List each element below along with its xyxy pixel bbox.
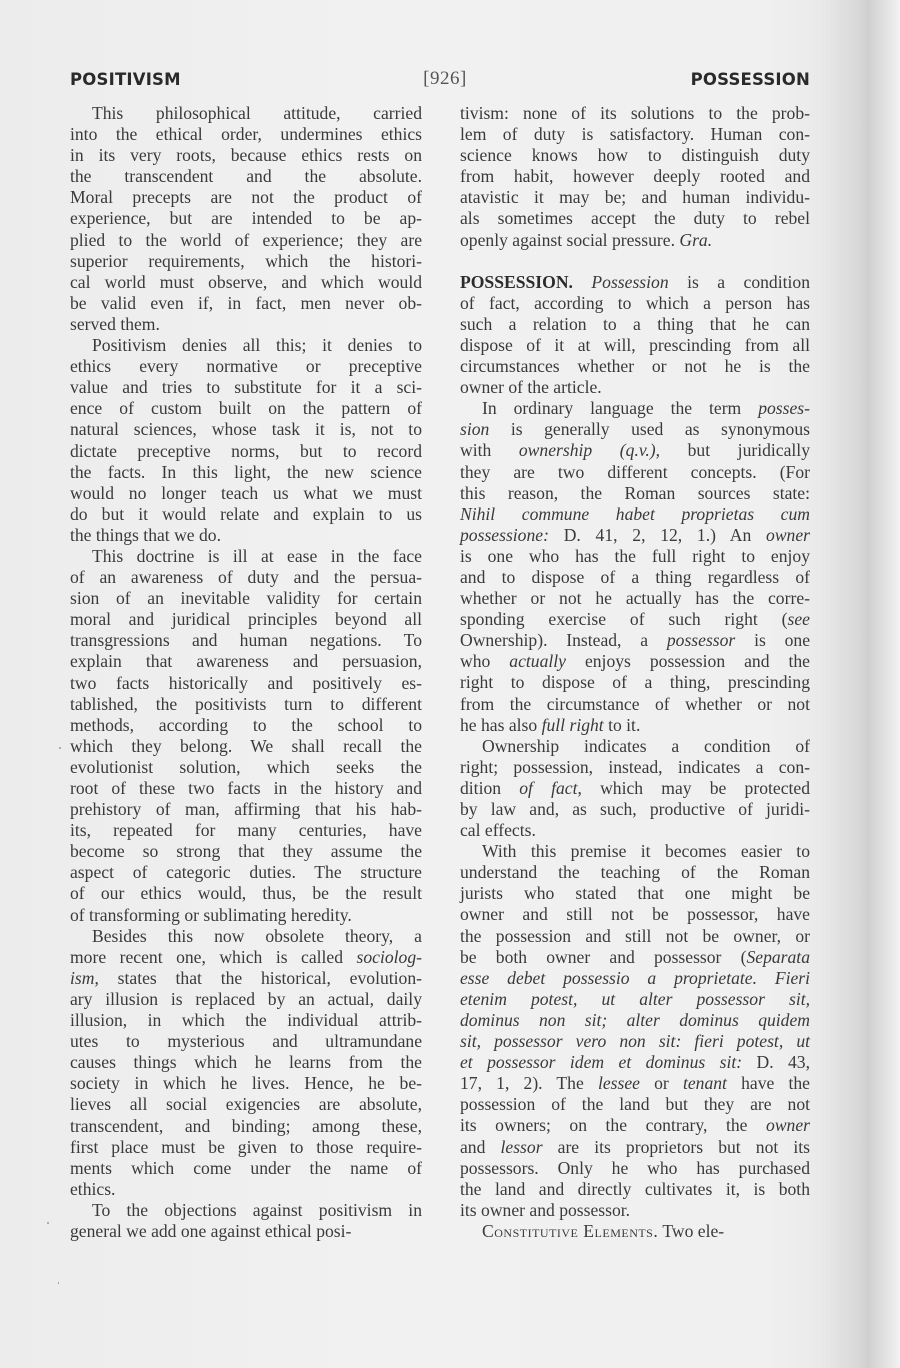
italic-text: owner: [766, 1115, 810, 1136]
paragraph: [460, 103, 810, 251]
text-line: become so strong that they assume the: [70, 841, 422, 862]
text-line: ments which come under the name of: [70, 1157, 422, 1178]
text-line: tablished, the positivists turn to different: [70, 693, 422, 714]
text-line: causes things which he learns from the: [70, 1052, 422, 1073]
text-line: atavistic it may be; and human individu-: [460, 187, 810, 208]
text-line: be both owner and possessor (Separata: [460, 946, 810, 967]
paragraph: [70, 926, 422, 1200]
italic-text: actually: [509, 651, 566, 672]
text-line: the land and directly cultivates it, is both: [460, 1178, 810, 1199]
paragraph: [70, 335, 422, 546]
paragraph: [70, 546, 422, 926]
text-line: first place must be given to those require-: [70, 1136, 422, 1157]
italic-text: posses-: [758, 398, 810, 419]
text-line: [460, 1031, 810, 1052]
text-line: society in which he lives. Hence, he be-: [70, 1073, 422, 1094]
italic-text: ism: [70, 967, 95, 988]
text-line: Constitutive Elements. Two ele-: [482, 1220, 725, 1241]
text-line: [460, 968, 810, 989]
italic-text: Separata: [746, 946, 810, 967]
italic-text: lessor: [500, 1136, 543, 1157]
text-line: be valid even if, in fact, men never ob-: [70, 292, 422, 313]
text-line: from habit, however deeply rooted and: [460, 166, 810, 187]
text-line: evolutionist solution, which seeks the: [70, 756, 422, 777]
text-line: and lessor are its proprietors but not its: [460, 1136, 810, 1157]
italic-text: lessee: [597, 1073, 640, 1094]
italic-text: sion: [460, 419, 490, 440]
text-line: ary illusion is replaced by an actual, daily: [70, 988, 422, 1009]
text-line: whether or not he actually has the corre-: [460, 588, 810, 609]
text-line: jurists who stated that one might be: [460, 883, 810, 904]
text-line: et possessor idem et dominus sit: D. 43,: [460, 1052, 810, 1073]
text-line: cal effects.: [460, 820, 536, 841]
text-line: POSSESSION. Possession is a condition: [460, 271, 810, 292]
text-line: root of these two facts in the history and: [70, 778, 422, 798]
text-line: the transcendent and the absolute.: [70, 166, 422, 187]
text-line: Moral precepts are not the product of: [70, 187, 422, 208]
text-line: [460, 989, 810, 1010]
text-line: of an awareness of duty and the persua-: [70, 567, 422, 588]
text-line: Positivism denies all this; it denies to: [92, 335, 422, 356]
italic-text: Gra.: [679, 229, 713, 250]
text-line: such a relation to a thing that he can: [460, 313, 810, 334]
italic-text: see: [787, 609, 810, 630]
paragraph: [460, 272, 810, 399]
text-line: lieves all social exigencies are absolute,: [70, 1094, 422, 1115]
text-line: In ordinary language the term posses-: [482, 398, 810, 419]
text-line: illusion, in which the individual attrib-: [70, 1010, 422, 1031]
text-line: prehistory of man, affirming that his hab-: [70, 799, 422, 820]
text-line: who actually enjoys possession and the: [460, 651, 810, 672]
text-line: the things that we do.: [70, 524, 221, 545]
text-line: openly against social pressure. Gra.: [460, 229, 713, 250]
text-line: natural sciences, whose task it is, not to: [70, 419, 422, 440]
running-head-right: POSSESSION: [690, 70, 810, 89]
text-line: possessors. Only he who has purchased: [460, 1157, 810, 1178]
text-line: [460, 1010, 810, 1031]
italic-text: Nihil commune habet proprietas cum: [460, 503, 810, 524]
text-line: understand the teaching of the Roman: [460, 862, 810, 883]
entry-heading: POSSESSION.: [460, 271, 573, 292]
text-line: and to dispose of a thing regardless of: [460, 566, 810, 587]
text-line: the facts. In this light, the new science: [70, 461, 422, 482]
text-line: of fact, according to which a person has: [460, 292, 810, 313]
text-line: two facts historically and positively es-: [70, 672, 422, 693]
text-line: served them.: [70, 313, 160, 334]
text-line: in its very roots, because ethics rests on: [70, 145, 422, 166]
italic-text: dominus non sit; alter dominus quidem: [460, 1009, 810, 1030]
section-heading: Constitutive Elements.: [482, 1220, 659, 1241]
text-line: To the objections against positivism in: [92, 1199, 422, 1220]
italic-text: Possession: [591, 271, 669, 292]
text-line: which they belong. We shall recall the: [70, 735, 422, 756]
text-line: the possession and still not be owner, or: [460, 925, 810, 946]
text-line: sion of an inevitable validity for certain: [70, 588, 422, 609]
text-line: transcendent, and binding; among these,: [70, 1115, 422, 1136]
text-line: This philosophical attitude, carried: [92, 103, 422, 123]
italic-text: et possessor idem et dominus sit:: [460, 1052, 743, 1073]
paragraph: [460, 736, 810, 841]
text-line: ence of custom built on the pattern of: [70, 398, 422, 419]
text-line: value and tries to substitute for it a sci-: [70, 377, 422, 398]
text-line: ethics every normative or preceptive: [70, 356, 422, 377]
running-head: [70, 68, 810, 94]
paragraph: [460, 398, 810, 736]
text-line: its owner and possessor.: [460, 1199, 631, 1220]
paragraph-gap: [460, 251, 810, 272]
text-line: science knows how to distinguish duty: [460, 145, 810, 166]
text-line: dispose of it at will, prescinding from all: [460, 334, 810, 355]
paragraph: [70, 1200, 422, 1242]
text-line: Ownership). Instead, a possessor is one: [460, 630, 810, 651]
text-line: more recent one, which is called sociolog-: [70, 946, 422, 967]
text-line: superior requirements, which the histori-: [70, 250, 422, 271]
text-line: possessione: D. 41, 2, 12, 1.) An owner: [460, 524, 810, 545]
text-line: he has also full right to it.: [460, 714, 641, 735]
italic-text: esse debet possessio a proprietate. Fieri: [460, 967, 810, 988]
text-line: 17, 1, 2). The lessee or tenant have the: [460, 1073, 810, 1094]
text-line: Besides this now obsolete theory, a: [92, 925, 422, 946]
text-line: sponding exercise of such right (see: [460, 609, 810, 630]
text-line: by law and, as such, productive of juridi-: [460, 799, 810, 819]
text-line: into the ethical order, undermines ethics: [70, 124, 422, 145]
text-line: its owners; on the contrary, the owner: [460, 1115, 810, 1136]
text-line: of our ethics would, thus, be the result: [70, 883, 422, 904]
text-line: owner and still not be possessor, have: [460, 904, 810, 925]
text-line: aspect of categoric duties. The structure: [70, 862, 422, 883]
italic-text: possessione:: [460, 524, 549, 545]
left-column: [70, 103, 422, 1242]
paragraph: [70, 103, 422, 335]
text-line: [460, 504, 810, 525]
text-line: possession of the land but they are not: [460, 1094, 810, 1115]
text-line: With this premise it becomes easier to: [482, 841, 810, 862]
text-line: experience, but are intended to be ap-: [70, 208, 422, 229]
text-line: explain that awareness and persuasion,: [70, 651, 422, 672]
text-line: its, repeated for many centuries, have: [70, 820, 422, 841]
text-line: tivism: none of its solutions to the prob-: [460, 103, 810, 123]
text-line: This doctrine is ill at ease in the face: [92, 545, 422, 566]
italic-text: of fact: [519, 777, 578, 798]
text-line: this reason, the Roman sources state:: [460, 482, 810, 503]
italic-text: full right: [541, 714, 604, 735]
italic-text: etenim potest, ut alter possessor sit,: [460, 988, 810, 1009]
text-line: cal world must observe, and which would: [70, 271, 422, 292]
paragraph: [460, 841, 810, 1221]
text-line: from the circumstance of whether or not: [460, 693, 810, 714]
italic-text: ownership (q.v.): [518, 440, 656, 461]
italic-text: possessor: [666, 630, 736, 651]
text-line: they are two different concepts. (For: [460, 461, 810, 482]
italic-text: sit, possessor vero non sit: fieri potest, ut: [460, 1031, 810, 1052]
text-line: ethics.: [70, 1178, 116, 1199]
paragraph: [460, 1221, 810, 1242]
running-head-left: POSITIVISM: [70, 70, 181, 89]
text-line: is one who has the full right to enjoy: [460, 545, 810, 566]
italic-text: owner: [766, 524, 810, 545]
text-line: ism, states that the historical, evolution-: [70, 967, 422, 988]
text-line: right to dispose of a thing, prescinding: [460, 672, 810, 693]
text-line: do but it would relate and explain to us: [70, 503, 422, 524]
text-line: transgressions and human negations. To: [70, 630, 422, 651]
text-line: of transforming or sublimating heredity.: [70, 904, 352, 925]
text-line: dictate preceptive norms, but to record: [70, 440, 422, 461]
scan-speck: [59, 747, 61, 749]
text-line: sion is generally used as synonymous: [460, 419, 810, 440]
italic-text: tenant: [682, 1073, 727, 1094]
text-line: utes to mysterious and ultramundane: [70, 1031, 422, 1052]
text-line: als sometimes accept the duty to rebel: [460, 208, 810, 229]
text-line: owner of the article.: [460, 377, 602, 398]
text-line: plied to the world of experience; they are: [70, 229, 422, 250]
page-number: [926]: [423, 68, 467, 89]
text-line: would no longer teach us what we must: [70, 482, 422, 503]
italic-text: sociolog-: [356, 946, 422, 967]
text-line: circumstances whether or not he is the: [460, 356, 810, 377]
text-line: lem of duty is satisfactory. Human con-: [460, 124, 810, 145]
scan-speck: [47, 1222, 49, 1224]
text-line: with ownership (q.v.), but juridically: [460, 440, 810, 461]
text-line: moral and juridical principles beyond all: [70, 609, 422, 630]
text-line: methods, according to the school to: [70, 714, 422, 735]
text-line: dition of fact, which may be protected: [460, 777, 810, 798]
text-line: right; possession, instead, indicates a con-: [460, 756, 810, 777]
text-line: general we add one against ethical posi-: [70, 1220, 352, 1241]
text-line: Ownership indicates a condition of: [482, 735, 810, 756]
scan-speck: [58, 1282, 59, 1284]
right-column: [460, 103, 810, 1242]
